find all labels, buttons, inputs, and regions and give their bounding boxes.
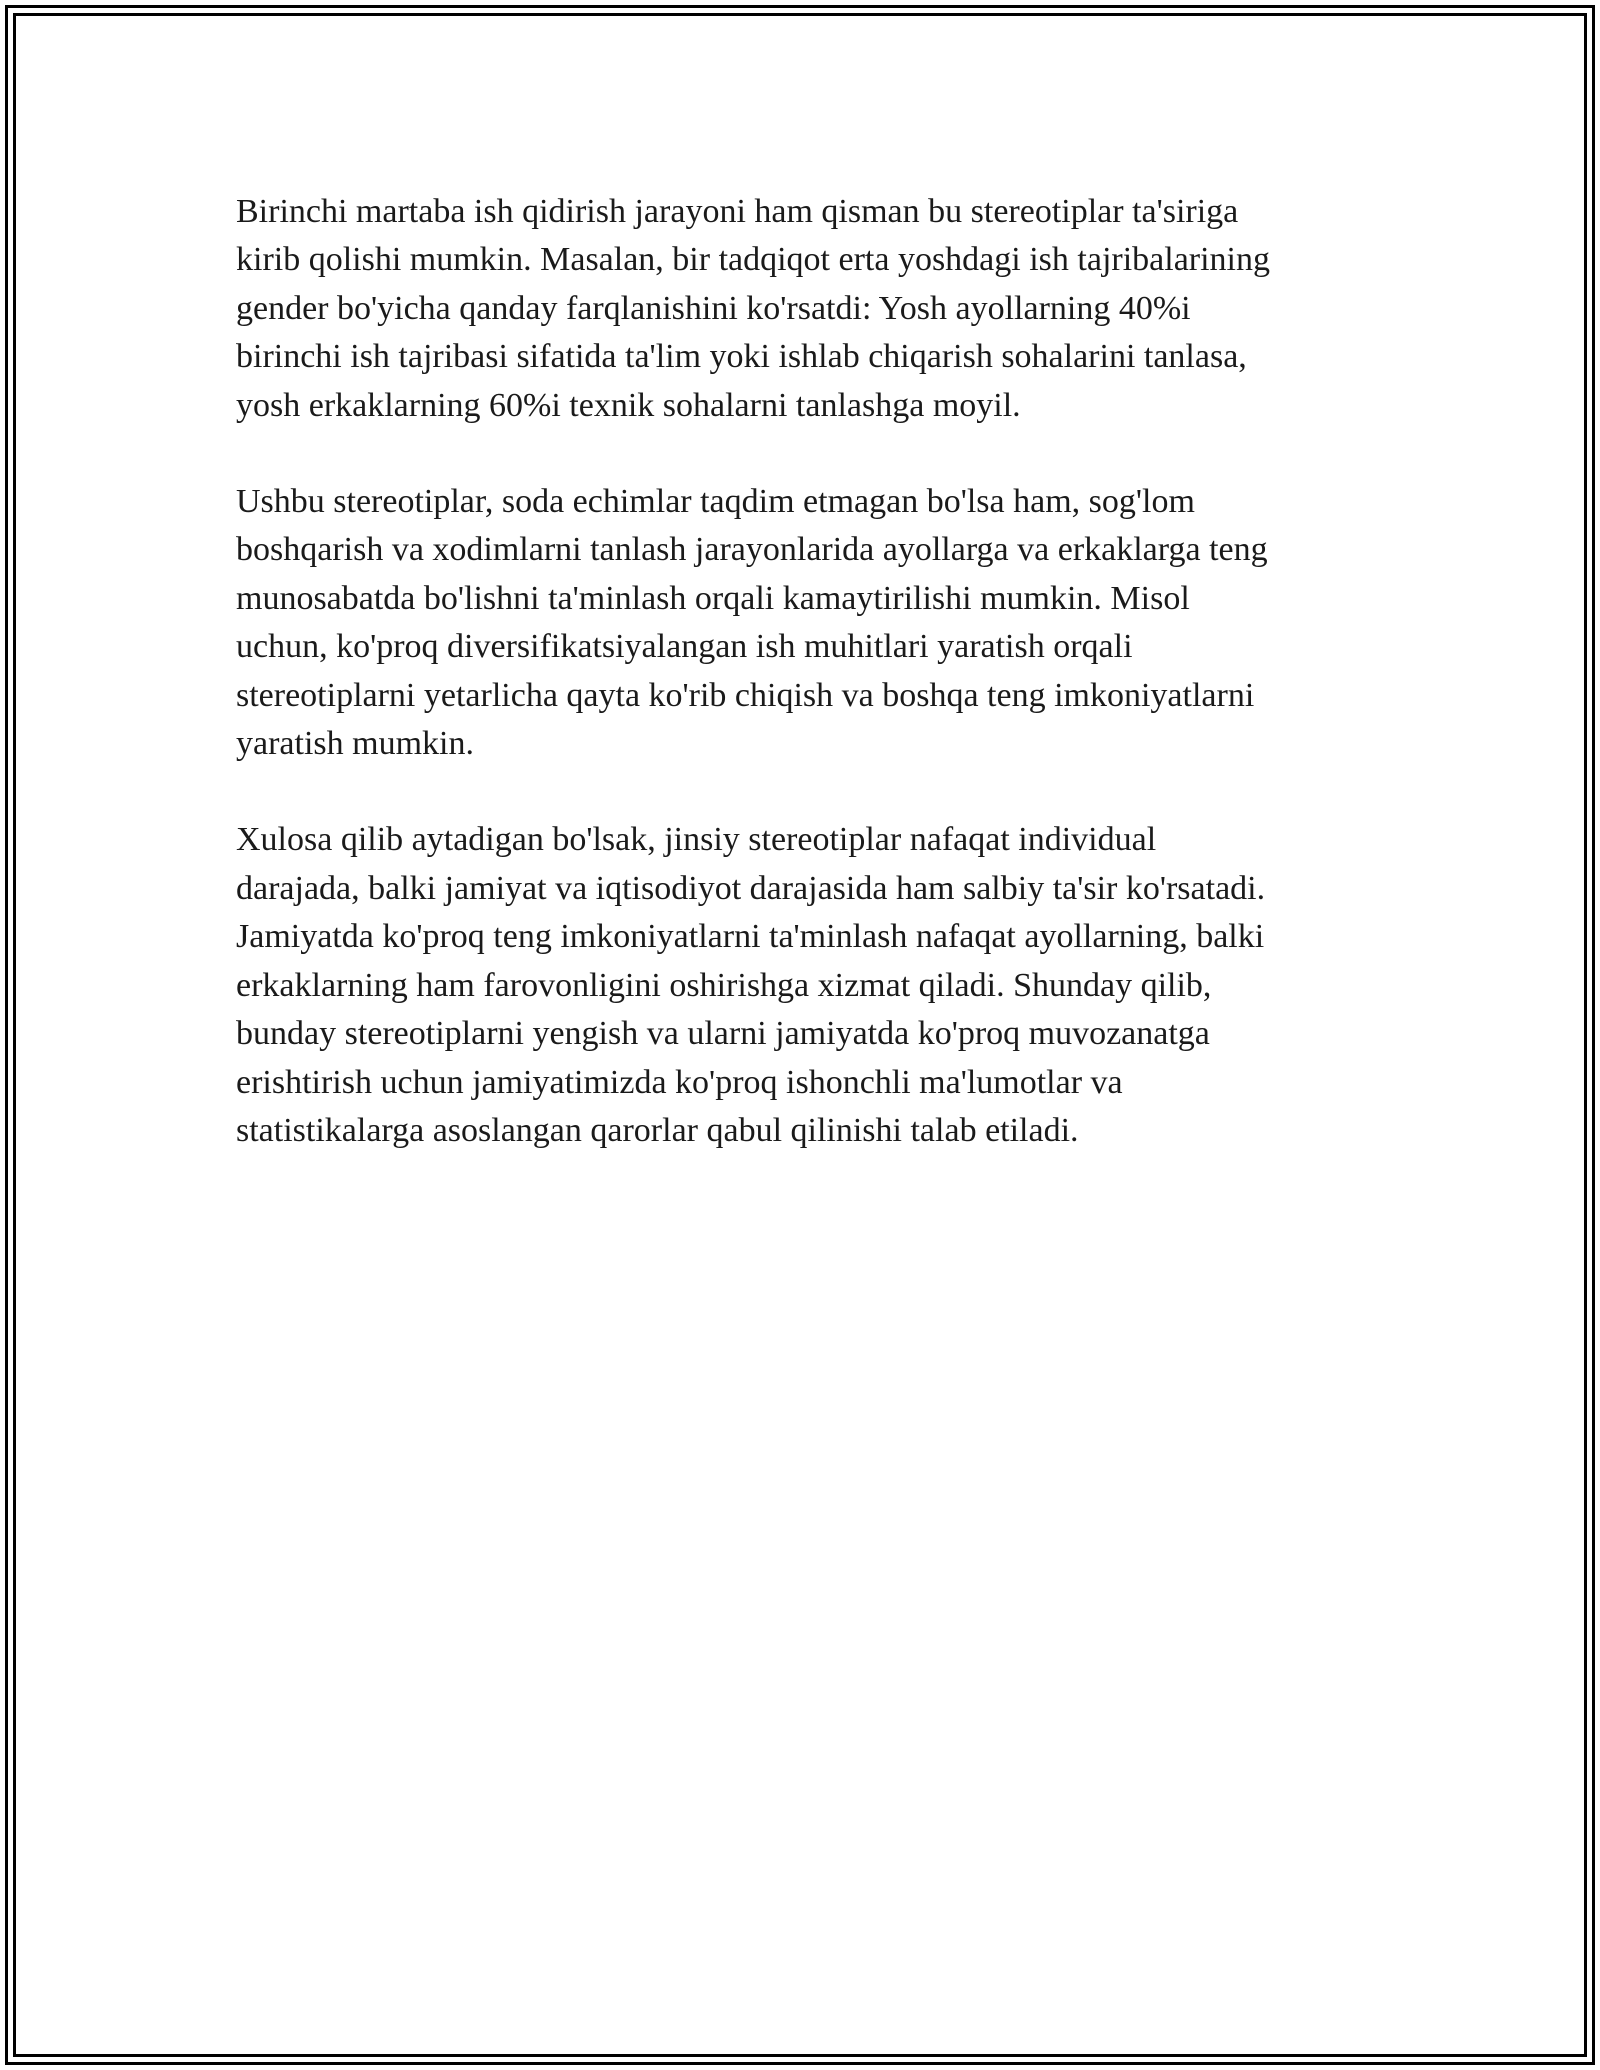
text-line: Birinchi martaba ish qidirish jarayoni ham qisman bu stereotiplar ta'siriga <box>236 193 1239 230</box>
text-line: erishtirish uchun jamiyatimizda ko'proq ishonchli ma'lumotlar va <box>236 1063 1123 1101</box>
paragraph-3 <box>236 816 1356 1155</box>
text-line: darajada, balki jamiyat va iqtisodiyot darajasida ham salbiy ta'sir ko'rsatadi. <box>236 869 1266 907</box>
text-line: birinchi ish tajribasi sifatida ta'lim yoki ishlab chiqarish sohalarini tanlasa, <box>236 338 1247 376</box>
text-line: erkaklarning ham farovonligini oshirishga xizmat qiladi. Shunday qilib, <box>236 966 1212 1004</box>
text-line: bunday stereotiplarni yengish va ularni jamiyatda ko'proq muvozanatga <box>236 1015 1210 1053</box>
text-line: uchun, ko'proq diversifikatsiyalangan ish muhitlari yaratish orqali <box>236 628 1133 666</box>
text-line: gender bo'yicha qanday farqlanishini ko'rsatdi: Yosh ayollarning 40%i <box>236 289 1191 327</box>
text-line: statistikalarga asoslangan qarorlar qabul qilinishi talab etiladi. <box>236 1111 1079 1149</box>
text-line: yosh erkaklarning 60%i texnik sohalarni tanlashga moyil. <box>236 386 1021 424</box>
text-line: Xulosa qilib aytadigan bo'lsak, jinsiy stereotiplar nafaqat individual <box>236 821 1157 859</box>
text-line: boshqarish va xodimlarni tanlash jarayonlarida ayollarga va erkaklarga teng <box>236 531 1268 569</box>
text-line: kirib qolishi mumkin. Masalan, bir tadqiqot erta yoshdagi ish tajribalarining <box>236 241 1270 279</box>
paragraph-1 <box>236 188 1356 430</box>
text-line: Jamiyatda ko'proq teng imkoniyatlarni ta'minlash nafaqat ayollarning, balki <box>236 918 1265 956</box>
text-line: yaratish mumkin. <box>236 725 474 763</box>
paragraph-2 <box>236 478 1356 768</box>
text-line: Ushbu stereotiplar, soda echimlar taqdim etmagan bo'lsa ham, sog'lom <box>236 483 1195 521</box>
text-line: munosabatda bo'lishni ta'minlash orqali kamaytirilishi mumkin. Misol <box>236 579 1190 617</box>
document-body <box>236 188 1356 1203</box>
text-line: stereotiplarni yetarlicha qayta ko'rib chiqish va boshqa teng imkoniyatlarni <box>236 676 1255 714</box>
